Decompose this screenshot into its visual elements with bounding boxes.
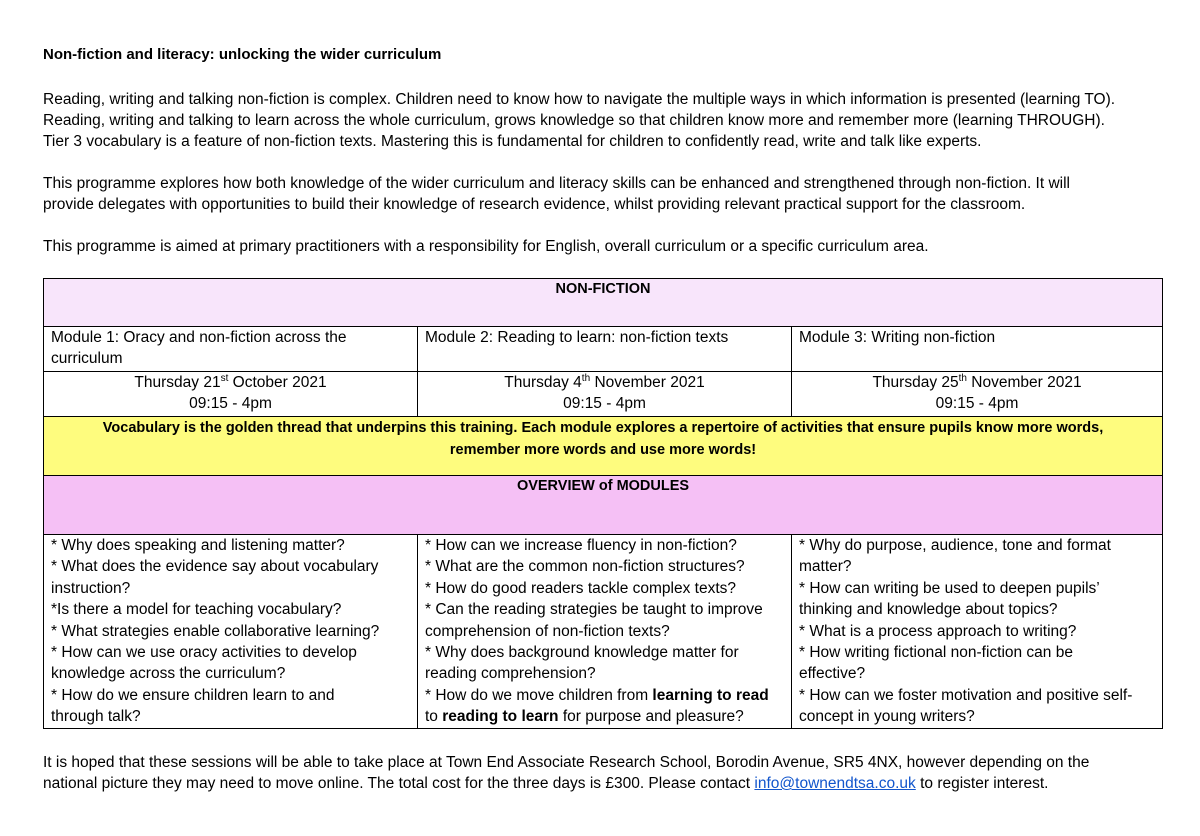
module-2-name (418, 327, 792, 372)
question-line: effective? (799, 665, 866, 683)
question-line: *Is there a model for teaching vocabulary? (51, 601, 342, 619)
question-line: knowledge across the curriculum? (51, 665, 286, 683)
date-suffix: th (958, 372, 967, 384)
programme-table (43, 278, 1163, 729)
document-title: Non-fiction and literacy: unlocking the wider curriculum (43, 46, 442, 63)
text-line: Module 3: Writing non-fiction (799, 329, 996, 346)
intro-paragraph-3: This programme is aimed at primary practitioners with a responsibility for English, overall curriculum or a specific curriculum area. (43, 238, 929, 255)
text-line: provide delegates with opportunities to build their knowledge of research evidence, whilst providing relevant practical support for the classroom. (43, 196, 1026, 213)
module-3-date (792, 372, 1163, 417)
question-line: * What is a process approach to writing? (799, 622, 1077, 640)
question-line: matter? (799, 558, 852, 576)
text-line: Module 2: Reading to learn: non-fiction texts (425, 329, 729, 346)
text-segment: * How do we move children from (425, 686, 653, 704)
module-1-name (44, 327, 418, 372)
question-line: * Why does background knowledge matter for (425, 644, 739, 662)
text-segment: to register interest. (915, 775, 1049, 792)
question-line (425, 685, 784, 706)
date-day: Thursday 25 (872, 374, 959, 391)
question-line: instruction? (51, 579, 131, 597)
closing-paragraph (43, 752, 1089, 794)
text-line: Module 1: Oracy and non-fiction across the (51, 329, 347, 346)
text-segment: national picture they may need to move online. The total cost for the three days is £300. Please contact (43, 775, 755, 792)
date-day: Thursday 4 (504, 374, 582, 391)
question-line: comprehension of non-fiction texts? (425, 622, 670, 640)
text-line: remember more words and use more words! (449, 442, 757, 458)
contact-email-link[interactable]: info@townendtsa.co.uk (754, 775, 916, 792)
question-line: * How do we ensure children learn to and (51, 686, 335, 704)
question-line: concept in young writers? (799, 708, 975, 726)
question-line: reading comprehension? (425, 665, 596, 683)
text-segment: to (425, 708, 443, 726)
question-line: * What strategies enable collaborative learning? (51, 622, 380, 640)
module-3-name (792, 327, 1163, 372)
question-line: * Why do purpose, audience, tone and format (799, 537, 1111, 554)
text-line (43, 773, 1089, 794)
session-time: 09:15 - 4pm (935, 395, 1019, 412)
intro-paragraph-1 (43, 89, 1115, 152)
session-time: 09:15 - 4pm (189, 395, 272, 412)
module-1-date (44, 372, 418, 417)
question-line: * How do good readers tackle complex texts? (425, 579, 737, 597)
date-month-year: November 2021 (966, 374, 1082, 391)
intro-paragraph-2 (43, 173, 1070, 215)
vocabulary-banner (44, 417, 1163, 476)
question-line: * Why does speaking and listening matter? (51, 537, 345, 554)
text-line: It is hoped that these sessions will be able to take place at Town End Associate Research School, Borodin Avenue, SR5 4NX, however depending on the (43, 754, 1090, 771)
date-suffix: th (581, 372, 591, 384)
question-line (425, 706, 784, 727)
date-day: Thursday 21 (134, 374, 221, 391)
text-line: curriculum (51, 350, 123, 367)
module-2-questions (418, 535, 792, 729)
text-line: Vocabulary is the golden thread that underpins this training. Each module explores a repertoire of activities that ensure pupils know more words, (102, 420, 1104, 436)
session-time: 09:15 - 4pm (563, 395, 646, 412)
question-line: thinking and knowledge about topics? (799, 601, 1058, 619)
module-3-questions (792, 535, 1163, 729)
text-line: Reading, writing and talking non-fiction is complex. Children need to know how to navigate the multiple ways in which information is presented (learning TO). (43, 91, 1116, 108)
date-month-year: October 2021 (228, 374, 327, 391)
text-line: Reading, writing and talking to learn across the whole curriculum, grows knowledge so that children know more and remember more (learning THROUGH). (43, 112, 1105, 129)
text-line: Tier 3 vocabulary is a feature of non-fiction texts. Mastering this is fundamental for children to confidently read, write and talk like experts. (43, 133, 982, 150)
date-month-year: November 2021 (590, 374, 705, 391)
question-line: * How can we foster motivation and positive self- (799, 686, 1133, 704)
question-line: * How writing fictional non-fiction can be (799, 644, 1073, 662)
module-1-questions (44, 535, 418, 729)
question-line: * How can we use oracy activities to develop (51, 644, 357, 662)
bold-phrase: reading to learn (442, 708, 559, 726)
question-line: * Can the reading strategies be taught to improve (425, 601, 763, 619)
text-line: This programme explores how both knowledge of the wider curriculum and literacy skills can be enhanced and strengthened through non-fiction. It will (43, 175, 1070, 192)
bold-phrase: learning to read (652, 686, 769, 704)
text-segment: for purpose and pleasure? (558, 708, 744, 726)
date-suffix: st (220, 372, 229, 384)
question-line: * What does the evidence say about vocabulary (51, 558, 379, 576)
question-line: * How can we increase fluency in non-fiction? (425, 537, 737, 554)
question-line: * How can writing be used to deepen pupils’ (799, 579, 1100, 597)
question-line: * What are the common non-fiction structures? (425, 558, 745, 576)
question-line: through talk? (51, 708, 141, 726)
table-heading: NON-FICTION (44, 279, 1163, 327)
overview-heading: OVERVIEW of MODULES (44, 476, 1163, 535)
module-2-date (418, 372, 792, 417)
